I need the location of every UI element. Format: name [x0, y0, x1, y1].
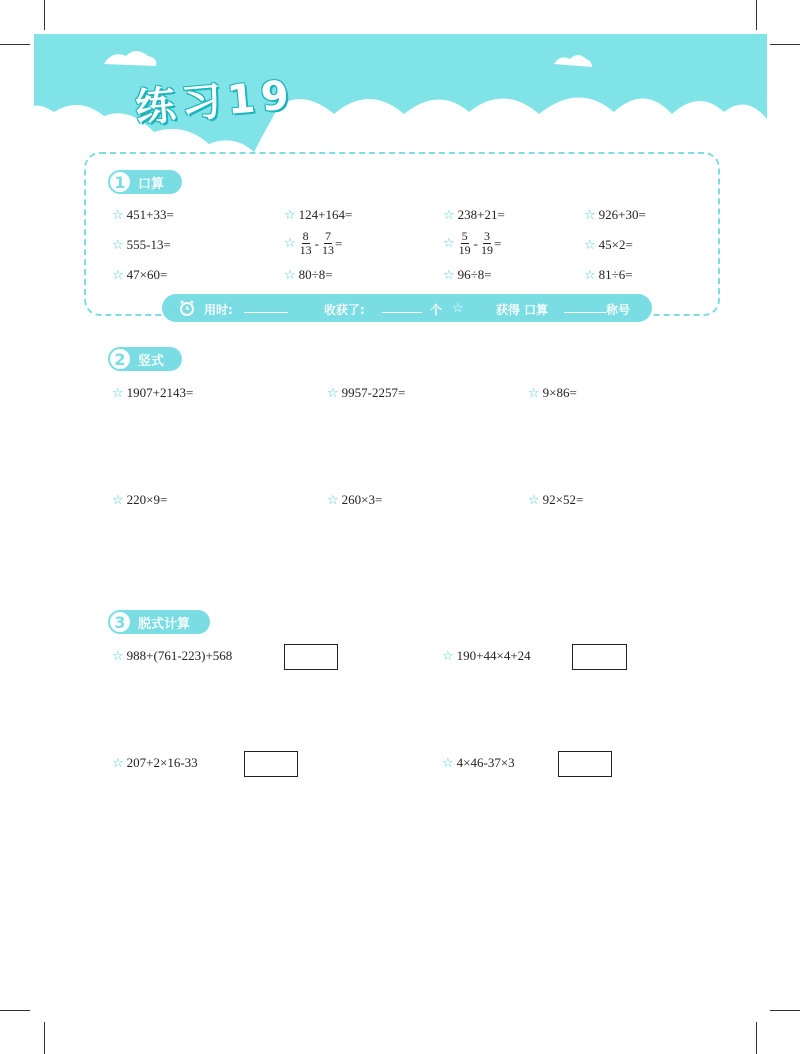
- problem: ☆ 81÷6=: [584, 267, 633, 283]
- star-icon: ☆: [284, 267, 296, 283]
- problem: ☆ 4×46-37×3: [442, 755, 515, 771]
- section-number: 2: [108, 347, 132, 371]
- problem: ☆ 47×60=: [112, 267, 168, 283]
- star-icon: ☆: [442, 755, 454, 771]
- fraction: $\frac{8}{13}$: [299, 229, 312, 257]
- award-label: 获得 口算: [496, 303, 549, 317]
- star-icon: ☆: [528, 492, 540, 508]
- fraction: $\frac{5}{19}$: [458, 229, 471, 257]
- answer-box[interactable]: [244, 751, 298, 777]
- page-title: 练习19: [133, 72, 297, 132]
- star-icon: ☆: [584, 237, 596, 253]
- answer-box[interactable]: [558, 751, 612, 777]
- title-label: 称号: [606, 303, 631, 317]
- problem: ☆ 238+21=: [443, 207, 505, 223]
- star-icon: ☆: [284, 207, 296, 223]
- got-label: 收获了:: [324, 303, 365, 317]
- crop-mark: [770, 44, 800, 45]
- section-label: 竖式: [138, 353, 165, 369]
- answer-box[interactable]: [284, 644, 338, 670]
- time-label: 用时:: [204, 303, 233, 317]
- fraction: $\frac{3}{19}$: [481, 229, 493, 257]
- star-icon: ☆: [443, 267, 455, 283]
- star-icon: ☆: [112, 492, 124, 508]
- star-icon: ☆: [584, 207, 596, 223]
- star-icon: ☆: [442, 648, 454, 664]
- problem: ☆ 9957-2257=: [327, 385, 406, 401]
- answer-box[interactable]: [572, 644, 627, 670]
- problem: ☆ 260×3=: [327, 492, 383, 508]
- problem: ☆ 190+44×4+24: [442, 648, 531, 664]
- section-badge-1: [110, 170, 182, 194]
- problem: ☆ 451+33=: [112, 207, 174, 223]
- section-badge-3: [110, 610, 210, 634]
- alarm-clock-icon: [178, 299, 196, 317]
- crop-mark: [0, 1010, 30, 1011]
- problem: ☆ 96÷8=: [443, 267, 492, 283]
- problem: ☆ 92×52=: [528, 492, 584, 508]
- crop-mark: [44, 1022, 45, 1054]
- section-badge-2: [110, 347, 182, 371]
- star-icon: ☆: [327, 492, 339, 508]
- got-blank: [382, 312, 422, 313]
- star-icon: ☆: [443, 207, 455, 223]
- section-number: 3: [108, 610, 132, 634]
- problem: ☆ 45×2=: [584, 237, 633, 253]
- star-icon: ☆: [327, 385, 339, 401]
- section-label: 口算: [138, 176, 165, 192]
- star-icon: ☆: [112, 237, 124, 253]
- star-icon: ☆: [452, 301, 464, 316]
- section-label: 脱式计算: [138, 616, 191, 632]
- problem: ☆ 220×9=: [112, 492, 168, 508]
- star-icon: ☆: [528, 385, 540, 401]
- crop-mark: [756, 0, 757, 30]
- problem: ☆ 124+164=: [284, 207, 353, 223]
- award-blank: [564, 312, 606, 313]
- stats-bar: [162, 294, 652, 322]
- crop-mark: [0, 44, 30, 45]
- star-icon: ☆: [112, 267, 124, 283]
- problem: ☆ 9×86=: [528, 385, 577, 401]
- problem: ☆ 207+2×16-33: [112, 755, 198, 771]
- fraction-problem: ☆ $\frac{5}{19}$ - $\frac{3}{19}$ =: [443, 229, 502, 257]
- star-icon: ☆: [112, 207, 124, 223]
- problem: ☆ 926+30=: [584, 207, 646, 223]
- star-icon: ☆: [112, 385, 124, 401]
- problem: ☆ 555-13=: [112, 237, 171, 253]
- star-icon: ☆: [284, 236, 296, 251]
- star-icon: ☆: [584, 267, 596, 283]
- star-icon: ☆: [443, 236, 455, 251]
- fraction-problem: ☆ $\frac{8}{13}$ - $\frac{7}{13}$ =: [284, 229, 343, 257]
- problem: ☆ 988+(761-223)+568: [112, 648, 233, 664]
- problem: ☆ 80÷8=: [284, 267, 333, 283]
- time-blank: [244, 312, 288, 313]
- fraction: $\frac{7}{13}$: [322, 229, 334, 257]
- problem: ☆ 1907+2143=: [112, 385, 194, 401]
- star-icon: ☆: [112, 648, 124, 664]
- crop-mark: [756, 1022, 757, 1054]
- crop-mark: [770, 1010, 800, 1011]
- section-number: 1: [108, 170, 132, 194]
- crop-mark: [44, 0, 45, 30]
- star-icon: ☆: [112, 755, 124, 771]
- unit-label: 个: [430, 303, 443, 317]
